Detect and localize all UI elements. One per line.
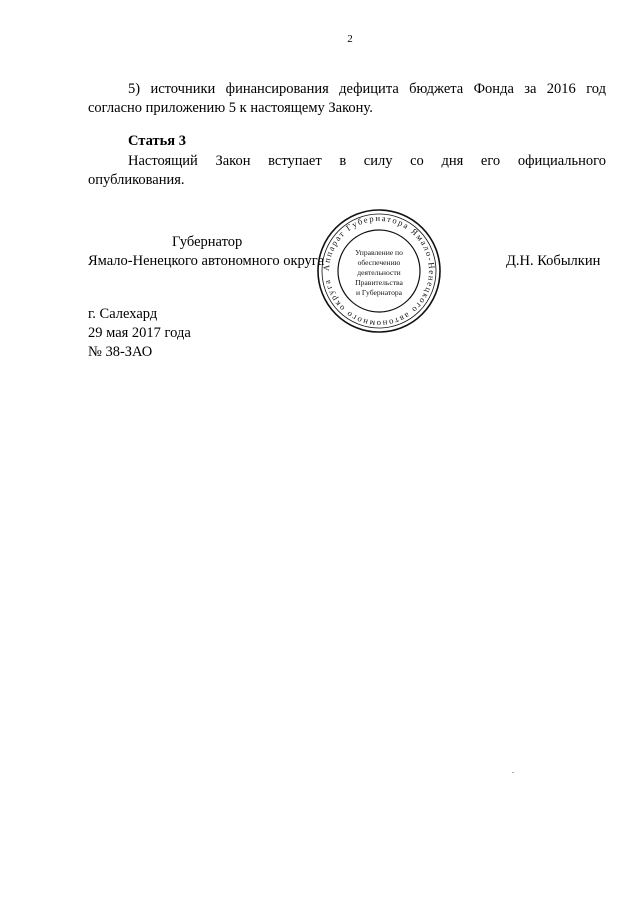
- svg-text:Правительства: Правительства: [355, 278, 403, 287]
- svg-text:деятельности: деятельности: [357, 268, 401, 277]
- list-item-5-line1: 5) источники финансирования дефицита бюджета Фонда за 2016 год: [128, 81, 606, 97]
- svg-text:Управление по: Управление по: [355, 248, 403, 257]
- article-text-line2: опубликования.: [88, 172, 185, 188]
- law-number: № 38-ЗАО: [88, 344, 153, 360]
- place-of-signing: г. Салехард: [88, 306, 158, 322]
- list-item-5-line2: согласно приложению 5 к настоящему Закону.: [88, 100, 373, 116]
- signature-title: Губернатор: [172, 234, 243, 250]
- svg-text:и Губернатора: и Губернатора: [355, 288, 403, 297]
- article-heading: Статья 3: [128, 133, 186, 149]
- signature-name: Д.Н. Кобылкин: [506, 253, 601, 269]
- official-seal: [316, 208, 442, 334]
- article-text-line1: Настоящий Закон вступает в силу со дня его официального: [128, 153, 606, 169]
- page-number: 2: [347, 33, 353, 45]
- signature-region: Ямало-Ненецкого автономного округа: [88, 253, 325, 269]
- svg-text:обеспечению: обеспечению: [357, 258, 401, 267]
- svg-text:Аппарат Губернатора Ямало-Нене: Аппарат Губернатора Ямало-Ненецкого автономного округа: [320, 212, 438, 330]
- scan-speck: [512, 772, 514, 773]
- signing-date: 29 мая 2017 года: [88, 325, 191, 341]
